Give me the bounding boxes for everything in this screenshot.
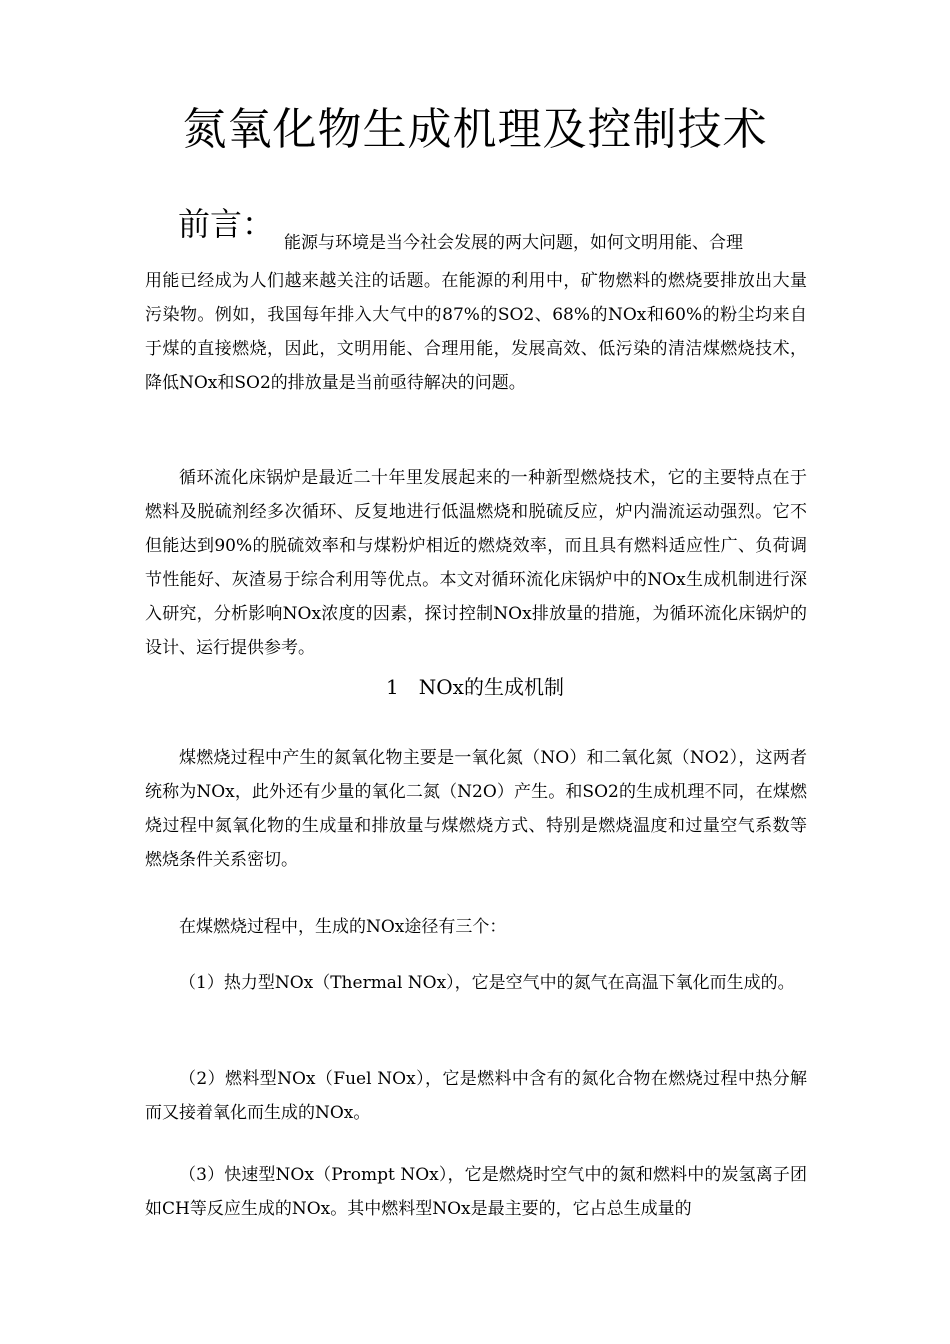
paragraph-prompt-nox: （3）快速型NOx（Prompt NOx），它是燃烧时空气中的氮和燃料中的炭氢离子团如CH等反应生成的NOx。其中燃料型NOx是最主要的，它占总生成量的 [145,1165,807,1219]
section-heading-1: 1 NOx的生成机制 [386,675,564,699]
paragraph-cfb-intro: 循环流化床锅炉是最近二十年里发展起来的一种新型燃烧技术，它的主要特点在于燃料及脱硫剂经多次循环、反复地进行低温燃烧和脱硫反应，炉内湍流运动强烈。它不但能达到90%的脱硫效率和与煤粉炉相近的燃烧效率，而且具有燃料适应性广、负荷调节性能好、灰渣易于综合利用等优点。本文对循环流化床锅炉中的NOx生成机制进行深入研究，分析影响NOx浓度的因素，探讨控制NOx排放量的措施，为循环流化床锅炉的设计、运行提供参考。 [145,468,807,658]
preface-label: 前言： [178,205,275,243]
preface-paragraph: 用能已经成为人们越来越关注的话题。在能源的利用中，矿物燃料的燃烧要排放出大量污染物。例如，我国每年排入大气中的87%的SO2、68%的NOx和60%的粉尘均来自于煤的直接燃烧，因此，文明用能、合理用能，发展高效、低污染的清洁煤燃烧技术，降低NOx和SO2的排放量是当前亟待解决的问题。 [145,271,807,393]
paragraph-nox-overview: 煤燃烧过程中产生的氮氧化物主要是一氧化氮（NO）和二氧化氮（NO2），这两者统称为NOx，此外还有少量的氧化二氮（N2O）产生。和SO2的生成机理不同，在煤燃烧过程中氮氧化物的生成量和排放量与煤燃烧方式、特别是燃烧温度和过量空气系数等燃烧条件关系密切。 [145,748,807,870]
paragraph-thermal-nox: （1）热力型NOx（Thermal NOx），它是空气中的氮气在高温下氧化而生成的。 [179,973,795,993]
paragraph-fuel-nox: （2）燃料型NOx（Fuel NOx），它是燃料中含有的氮化合物在燃烧过程中热分解而又接着氧化而生成的NOx。 [145,1069,807,1123]
preface-first-line: 能源与环境是当今社会发展的两大问题，如何文明用能、合理 [284,233,743,253]
document-title: 氮氧化物生成机理及控制技术 [182,104,768,155]
paragraph-pathways-intro: 在煤燃烧过程中，生成的NOx途径有三个： [179,917,507,937]
